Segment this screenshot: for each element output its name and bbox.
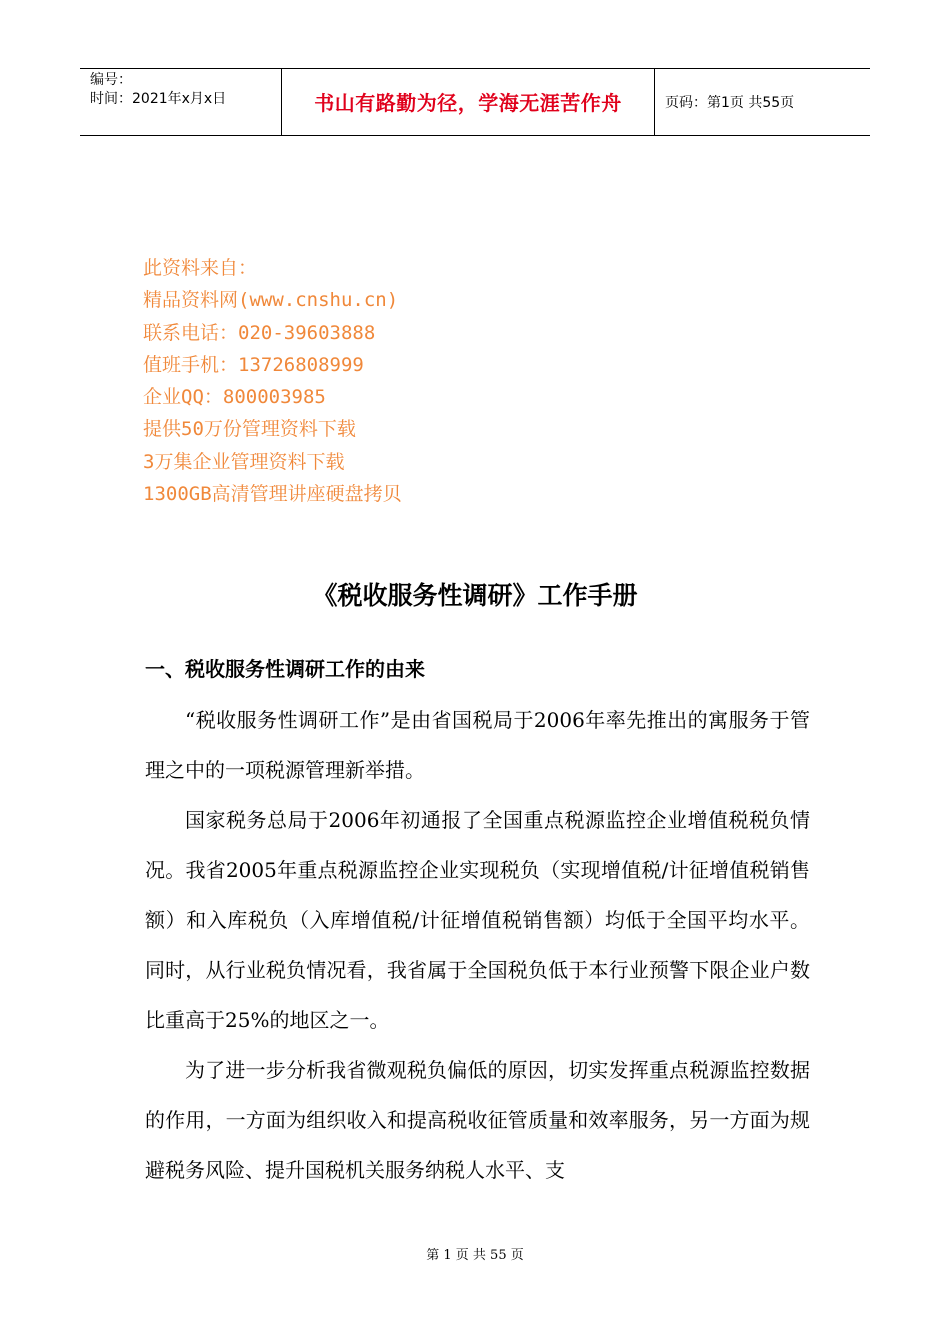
source-info-line: 此资料来自： [143, 257, 258, 279]
header-page-label: 页码：第1页 共55页 [665, 95, 795, 111]
header-number-label: 编号： [90, 72, 132, 88]
section-heading: 一、税收服务性调研工作的由来 [145, 657, 425, 681]
source-info-line: 1300GB高清管理讲座硬盘拷贝 [143, 483, 402, 506]
source-info-line: 值班手机：13726808999 [143, 353, 364, 376]
header-motto: 书山有路勤为径，学海无涯苦作舟 [314, 91, 622, 115]
document-title: 《税收服务性调研》工作手册 [312, 581, 638, 610]
source-info-line: 精品资料网(www.cnshu.cn) [143, 289, 399, 312]
header-motto-cell [282, 69, 655, 135]
source-info-line: 联系电话：020-39603888 [143, 321, 376, 344]
header-meta-cell [80, 69, 282, 135]
source-info-block [143, 252, 402, 510]
page-footer: 第 1 页 共 55 页 [426, 1248, 524, 1263]
body-paragraph: 为了进一步分析我省微观税负偏低的原因，切实发挥重点税源监控数据的作用，一方面为组织收入和提高税收征管质量和效率服务，另一方面为规避税务风险、提升国税机关服务纳税人水平、支 [145, 1058, 810, 1182]
body-paragraph: 国家税务总局于2006年初通报了全国重点税源监控企业增值税税负情况。我省2005年重点税源监控企业实现税负（实现增值税/计征增值税销售额）和入库税负（入库增值税/计征增值税销售额）均低于全国平均水平。同时，从行业税负情况看，我省属于全国税负低于本行业预警下限企业户数比重高于25%的地区之一。 [145, 808, 810, 1032]
source-info-line: 提供50万份管理资料下载 [143, 418, 356, 441]
header-page-cell [655, 69, 870, 135]
source-info-line: 3万集企业管理资料下载 [143, 450, 345, 473]
document-body [145, 695, 810, 1195]
page-header [80, 68, 870, 136]
header-date-label: 时间：2021年x月x日 [90, 91, 227, 107]
source-info-line: 企业QQ：800003985 [143, 386, 326, 409]
body-paragraph: “税收服务性调研工作”是由省国税局于2006年率先推出的寓服务于管理之中的一项税源管理新举措。 [145, 708, 810, 782]
